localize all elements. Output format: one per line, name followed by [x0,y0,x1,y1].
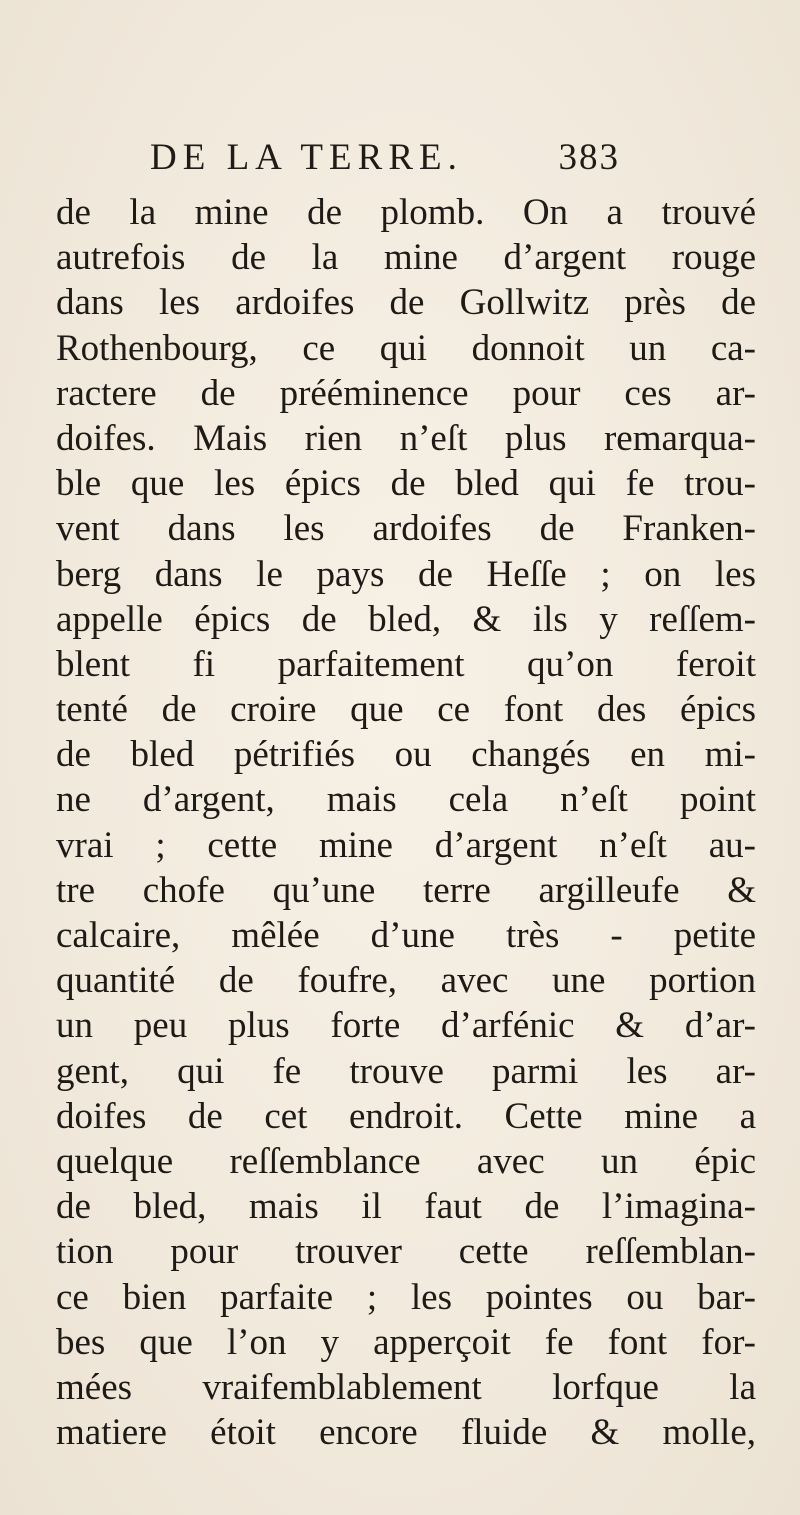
text-line: ne d’argent, mais cela n’eſt point [56,779,756,821]
text-line: vrai ; cette mine d’argent n’eſt au- [56,824,756,866]
text-line: vent dans les ardoifes de Franken- [56,508,756,550]
text-line: de la mine de plomb. On a trouvé [56,192,756,233]
text-line: berg dans le pays de Heſſe ; on les [56,553,756,595]
text-line: matiere étoit encore fluide & molle, [56,1412,756,1454]
text-line: dans les ardoifes de Gollwitz près de [56,282,756,324]
text-line: tion pour trouver cette reſſemblan- [56,1231,756,1273]
text-line: tre chofe qu’une terre argilleufe & [56,869,756,911]
running-head [150,136,620,186]
text-line: gent, qui fe trouve parmi les ar- [56,1050,756,1092]
text-line: mées vraifemblablement lorfque la [56,1366,756,1408]
text-line: autrefois de la mine d’argent rouge [56,237,756,279]
text-line: bes que l’on y apperçoit fe font for- [56,1321,756,1363]
text-line: ce bien parfaite ; les pointes ou bar- [56,1276,756,1318]
text-line: appelle épics de bled, & ils y reſſem- [56,598,756,640]
text-line: blent fi parfaitement qu’on feroit [56,643,756,685]
page-number: 383 [558,137,620,178]
text-line: Rothenbourg, ce qui donnoit un ca- [56,327,756,369]
text-line: doifes. Mais rien n’eſt plus remarqua- [56,417,756,459]
running-head-title: DE LA TERRE. [150,137,463,178]
text-line: tenté de croire que ce font des épics [56,689,756,731]
text-line: quelque reſſemblance avec un épic [56,1140,756,1182]
text-line: calcaire, mêlée d’une très - petite [56,915,756,956]
text-line: ble que les épics de bled qui fe trou- [56,463,756,505]
text-line: quantité de foufre, avec une portion [56,960,756,1002]
text-line: de bled pétrifiés ou changés en mi- [56,734,756,776]
text-line: un peu plus forte d’arfénic & d’ar- [56,1005,756,1047]
body-text [56,190,756,1455]
text-line: de bled, mais il faut de l’imagina- [56,1186,756,1228]
text-line: doifes de cet endroit. Cette mine a [56,1095,756,1137]
text-line: ractere de prééminence pour ces ar- [56,372,756,414]
